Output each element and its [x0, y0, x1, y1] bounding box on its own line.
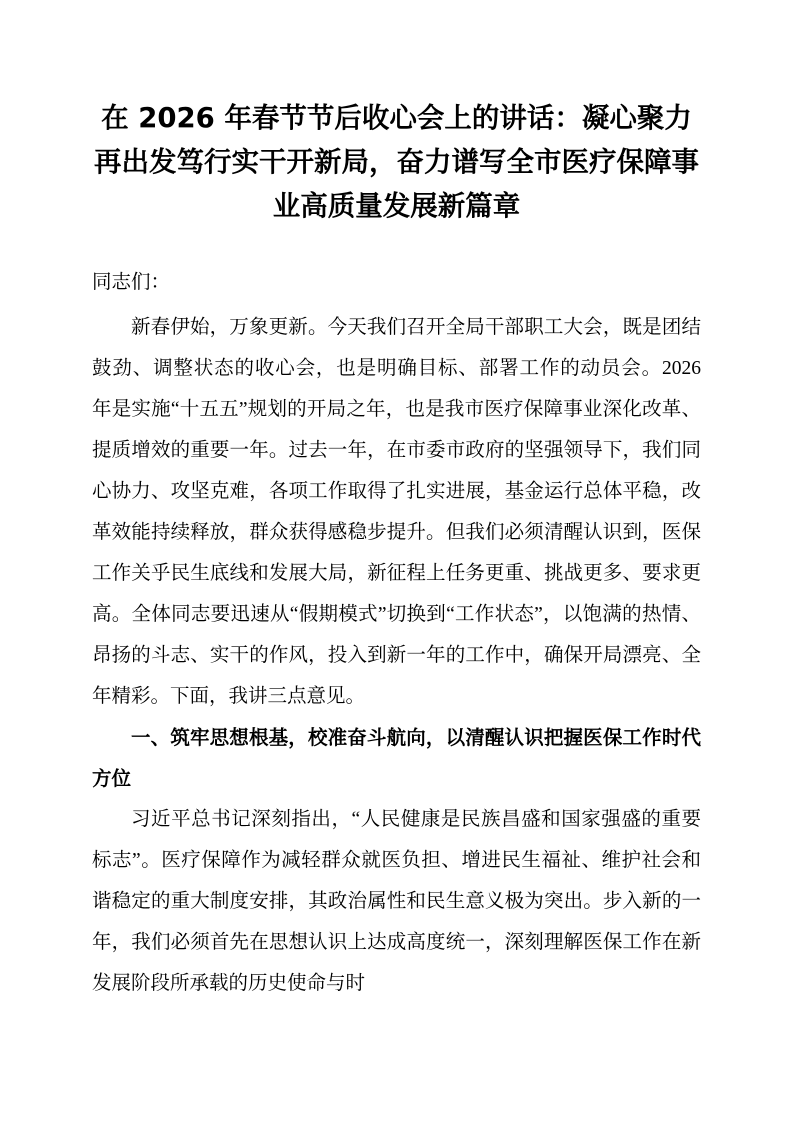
page-title: 在 2026 年春节节后收心会上的讲话：凝心聚力再出发笃行实干开新局，奋力谱写全市医疗保障事业高质量发展新篇章	[94, 102, 699, 222]
body-paragraph: 习近平总书记深刻指出，“人民健康是民族昌盛和国家强盛的重要标志”。医疗保障作为减轻群众就医负担、增进民生福祉、维护社会和谐稳定的重大制度安排，其政治属性和民生意义极为突出。步入新的一年，我们必须首先在思想认识上达成高度统一，深刻理解医保工作在新发展阶段所承载的历史使命与时	[92, 809, 701, 994]
section-heading: 一、筑牢思想根基，校准奋斗航向，以清醒认识把握医保工作时代方位	[92, 726, 701, 790]
salutation: 同志们：	[92, 272, 171, 293]
document-content	[92, 96, 701, 1004]
body-paragraph: 新春伊始，万象更新。今天我们召开全局干部职工大会，既是团结鼓劲、调整状态的收心会，也是明确目标、部署工作的动员会。2026 年是实施“十五五”规划的开局之年，也是我市医疗保障事业深化改革、提质增效的重要一年。过去一年，在市委市政府的坚强领导下，我们同心协力、攻坚克难，各项工作取得了扎实进展，基金运行总体平稳，改革效能持续释放，群众获得感稳步提升。但我们必须清醒认识到，医保工作关乎民生底线和发展大局，新征程上任务更重、挑战更多、要求更高。全体同志要迅速从“假期模式”切换到“工作状态”，以饱满的热情、昂扬的斗志、实干的作风，投入到新一年的工作中，确保开局漂亮、全年精彩。下面，我讲三点意见。	[92, 317, 701, 707]
